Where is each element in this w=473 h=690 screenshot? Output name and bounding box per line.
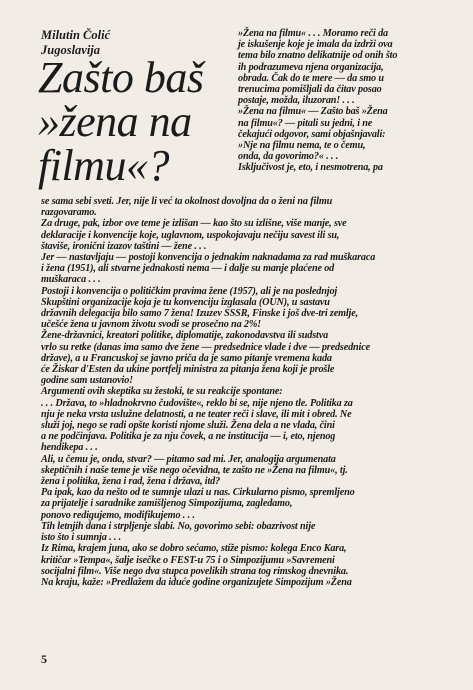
text-line: »Žena na filmu« . . . Moramo reči da	[238, 28, 388, 39]
article-title	[38, 53, 238, 190]
text-line: onda, da govorimo?« . . .	[238, 151, 339, 163]
text-line: Žene-državnici, kreatori politike, diplomatije, zakonodavstva ili sudstva	[41, 330, 329, 342]
text-line: razgovaramo.	[41, 207, 97, 219]
text-line: . . . Država, to »hladnokrvno čudovište«, reklo bi se, nije njeno tle. Politika za	[41, 397, 353, 409]
text-line: Isključivost je, eto, i nesmotrena, pa	[238, 162, 383, 174]
text-line: učešće žena u javnom životu svodi se prosečno na 2%!	[41, 319, 262, 331]
text-line: trenucima pomišljali da čitav posao	[238, 84, 382, 96]
text-line: godine sam ustanovio!	[41, 375, 133, 387]
text-line: na filmu«? — pitali su jedni, i ne	[238, 117, 373, 129]
text-line: »Nje na filmu nema, te o čemu,	[238, 140, 366, 152]
text-line: obrada. Čak do te mere — da smo u	[238, 72, 384, 84]
text-line: Iz Rima, krajem juna, ako se dobro sećamo, stiže pismo: kolega Enco Kara,	[41, 543, 347, 555]
text-line: države), a u Francuskoj se javno priča da je samo pitanje vremena kada	[41, 352, 332, 364]
text-line: isto što i sumnja . . .	[41, 532, 122, 544]
text-line: vrlo su retke (danas ima samo dve žene — predsednice vlade i dve — predsednice	[41, 341, 370, 353]
right-column-text	[238, 28, 450, 174]
full-width-text	[41, 196, 453, 588]
text-line: i žena (1951), ali stvarne jednakosti nema — i dalje su manje plaćene od	[41, 263, 335, 275]
text-line: se sama sebi sveti. Jer, nije li već ta okolnost dovoljna da o ženi na filmu	[41, 196, 333, 207]
text-line: socijalni film«. Više nego dva stupca povelikih strana tog rimskog dnevnika.	[41, 565, 349, 577]
text-line: postaje, možda, iluzoran! . . .	[238, 95, 355, 107]
author-name: Milutin Čolić	[41, 28, 111, 42]
author-country: Jugoslavija	[41, 43, 101, 57]
text-line: Argumenti ovih skeptika su žestoki, te su reakcije spontane:	[41, 386, 283, 398]
text-line: hendikepa . . .	[41, 442, 98, 454]
text-line: Na kraju, kaže: »Predlažem da iduće godine organizujete Simpozijum »Žena	[41, 576, 352, 588]
text-line: Postoji i konvencija o političkim pravima žene (1957), ali je na poslednjoj	[41, 285, 338, 297]
text-line: državnih delegacija bilo samo 7 žena! Izuzev SSSR, Finske i još dve-tri zemlje,	[41, 308, 359, 320]
text-line: će Žiskar d'Esten da ukine portfelj ministra za pitanja žena koji je prošle	[41, 364, 335, 376]
text-line: ponovo redigujemo, modifikujemo . . .	[41, 509, 195, 521]
text-line: Za druge, pak, izbor ove teme je izlišan — kao što su izlišne, više manje, sve	[41, 218, 347, 230]
title-line: Zašto baš	[38, 53, 204, 102]
text-line: služi joj, nego se radi opšte koristi njome služi. Žena dela a ne vlada, čini	[41, 420, 335, 432]
text-line: kritičar »Tempa«, šalje isečke o FEST-u 75 i o Simpozijumu »Savremeni	[41, 554, 335, 566]
text-line: za prijatelje i saradnike zamišljenog Simpozijuma, zagledamo,	[41, 498, 293, 510]
page-number: 5	[41, 652, 47, 666]
text-line: skeptičnih i naše teme je više nego očevidna, te zašto ne »Žena na filmu«, tj.	[41, 464, 348, 476]
text-line: Pa ipak, kao da nešto od te sumnje ulazi u nas. Cirkularno pismo, spremljeno	[41, 487, 355, 499]
text-line: Ali, u čemu je, onda, stvar? — pitamo sad mi. Jer, analogija argumenata	[41, 453, 336, 465]
text-line: Tih letnjih dana i strpljenje slabi. No, govorimo sebi: obazrivost nije	[41, 520, 316, 532]
text-line: žena i politika, žena i rad, žena i država, itd?	[41, 476, 221, 488]
text-line: tema bilo znatno delikatnije od onih što	[238, 50, 398, 62]
text-line: Jer — nastavljaju — postoji konvencija o jednakim naknadama za rad muškaraca	[41, 252, 376, 264]
text-line: Skupštini organizacije koja je tu konvenciju izglasala (OUN), u sastavu	[41, 296, 330, 308]
text-line: »Žena na filmu« — Zašto baš »Žena	[238, 106, 388, 118]
text-line: deklaracije i konvencije koje, uglavnom, uspokojavaju nečiju savest ili su,	[41, 229, 340, 241]
text-line: a ne podčinjava. Politika je za nju čovek, a ne institucija — i, eto, njenog	[41, 431, 336, 443]
title-line: filmu«?	[38, 141, 169, 190]
text-line: čekajući odgovor, sami objašnjavali:	[238, 128, 386, 140]
text-line: muškaraca . . .	[41, 274, 101, 286]
title-line: »žena na	[38, 97, 192, 146]
text-line: je iskušenje koje je imala da izdrži ova	[238, 39, 393, 51]
text-line: ih podrazumeva njena organizacija,	[238, 61, 384, 73]
text-line: nju je neka vrsta uslužne delatnosti, a ne teater reči i slave, ili mit i obred. Ne	[41, 408, 352, 420]
text-line: štaviše, ironični izazov taštini — žene . . .	[41, 240, 207, 252]
